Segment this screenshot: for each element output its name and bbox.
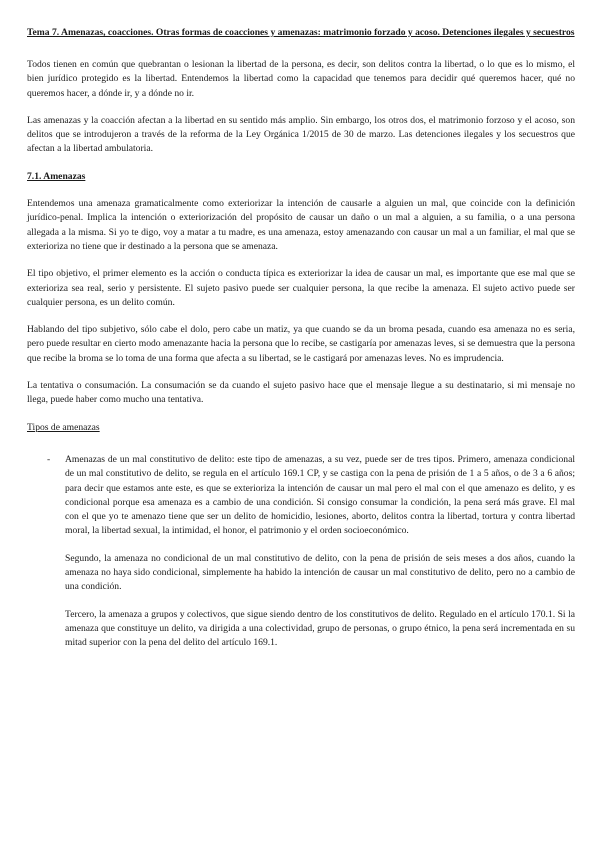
- list-paragraph-3: Tercero, la amenaza a grupos y colectivos, que sigue siendo dentro de los constitutivos de delito. Regulado en el artículo 170.1. Si la amenaza que constituye un delito, va dirigida a una colectividad, grupo de personas, o grupo étnico, la pena será incrementada en su mitad superior con la pena del delito del artículo 169.1.: [65, 608, 575, 649]
- document-page: [27, 26, 575, 664]
- section-paragraph-4: La tentativa o consumación. La consumación se da cuando el sujeto pasivo hace que el mensaje llegue a su destinatario, si mi mensaje no llega, puede haber como mucho una tentativa.: [27, 380, 575, 406]
- list-paragraph-1: Amenazas de un mal constitutivo de delito: este tipo de amenazas, a su vez, puede ser de tres tipos. Primero, amenaza condicional de un mal constitutivo de delito, se regula en el artículo 169.1 CP, y se castiga con la pena de prisión de 1 a 5 años, o de 3 a 6 años; para decir que estamos ante este, es que se exterioriza la intención de causar un mal pero el mal con el que amenazo es delito, y es condicional porque esa amenaza es a cambio de una condición. Si consigo consumar la condición, la pena será más grave. El mal con el que yo te amenazo tiene que ser un delito de homicidio, lesiones, aborto, delitos contra la libertad, tortura y contra libertad moral, la libertad sexual, la intimidad, el honor, el patrimonio y el orden socioeconómico.: [65, 453, 575, 537]
- section-heading-amenazas: 7.1. Amenazas: [27, 170, 86, 182]
- section-paragraph-2: El tipo objetivo, el primer elemento es la acción o conducta típica es exteriorizar la idea de causar un mal, es importante que ese mal que se exterioriza sea real, serio y persistente. El sujeto pasivo puede ser cualquier persona, la que recibe la amenaza. El sujeto activo puede ser cualquier persona, es un delito común.: [27, 268, 575, 308]
- list-paragraph-2: Segundo, la amenaza no condicional de un mal constitutivo de delito, con la pena de prisión de seis meses a dos años, cuando la amenaza no haya sido condicional, simplemente ha habido la intención de causar un mal constitutivo de delito, pero no a cambio de una condición.: [65, 552, 575, 593]
- section-paragraph-1: Entendemos una amenaza gramaticalmente como exteriorizar la intención de causarle a alguien un mal, que coincide con la definición jurídico-penal. Implica la intención o exteriorización del propósito de causar un daño o un mal a alguien, a su familia, o a una persona allegada a la misma. Si yo te digo, voy a matar a tu madre, es una amenaza, estoy amenazando con causar un mal a un familiar, el mal que se exterioriza no tiene que ir destinado a la persona que se amenaza.: [27, 198, 575, 252]
- bullet-marker: -: [47, 453, 51, 465]
- intro-paragraph-1: Todos tienen en común que quebrantan o lesionan la libertad de la persona, es decir, son delitos contra la libertad, o lo que es lo mismo, el bien jurídico protegido es la libertad. Entendemos la libertad como la capacidad que tenemos para decidir qué queremos hacer, qué no queremos hacer, a dónde ir, y a dónde no ir.: [27, 59, 575, 99]
- intro-paragraph-2: Las amenazas y la coacción afectan a la libertad en su sentido más amplio. Sin embargo, los otros dos, el matrimonio forzoso y el acoso, son delitos que se introdujeron a través de la reforma de la Ley Orgánica 1/2015 de 30 de marzo. Las detenciones ilegales y los secuestros que afectan a la libertad ambulatoria.: [27, 114, 575, 155]
- document-title: Tema 7. Amenazas, coacciones. Otras formas de coacciones y amenazas: matrimonio forzado y acoso. Detenciones ilegales y secuestros: [27, 27, 575, 38]
- subheading-tipos-de-amenazas: Tipos de amenazas: [27, 421, 100, 433]
- list-item: [27, 453, 575, 539]
- section-paragraph-3: Hablando del tipo subjetivo, sólo cabe el dolo, pero cabe un matiz, ya que cuando se da un broma pesada, cuando esa amenaza no es seria, pero puede resultar en cierto modo amenazante hacia la persona que lo recibe, se castigaría por amenazas leves, si se demuestra que la persona que recibe la broma se lo toma de una forma que afecta a su libertad, se le castigará por amenazas leves. No es imprudencia.: [27, 324, 575, 364]
- amenazas-list: [27, 453, 575, 651]
